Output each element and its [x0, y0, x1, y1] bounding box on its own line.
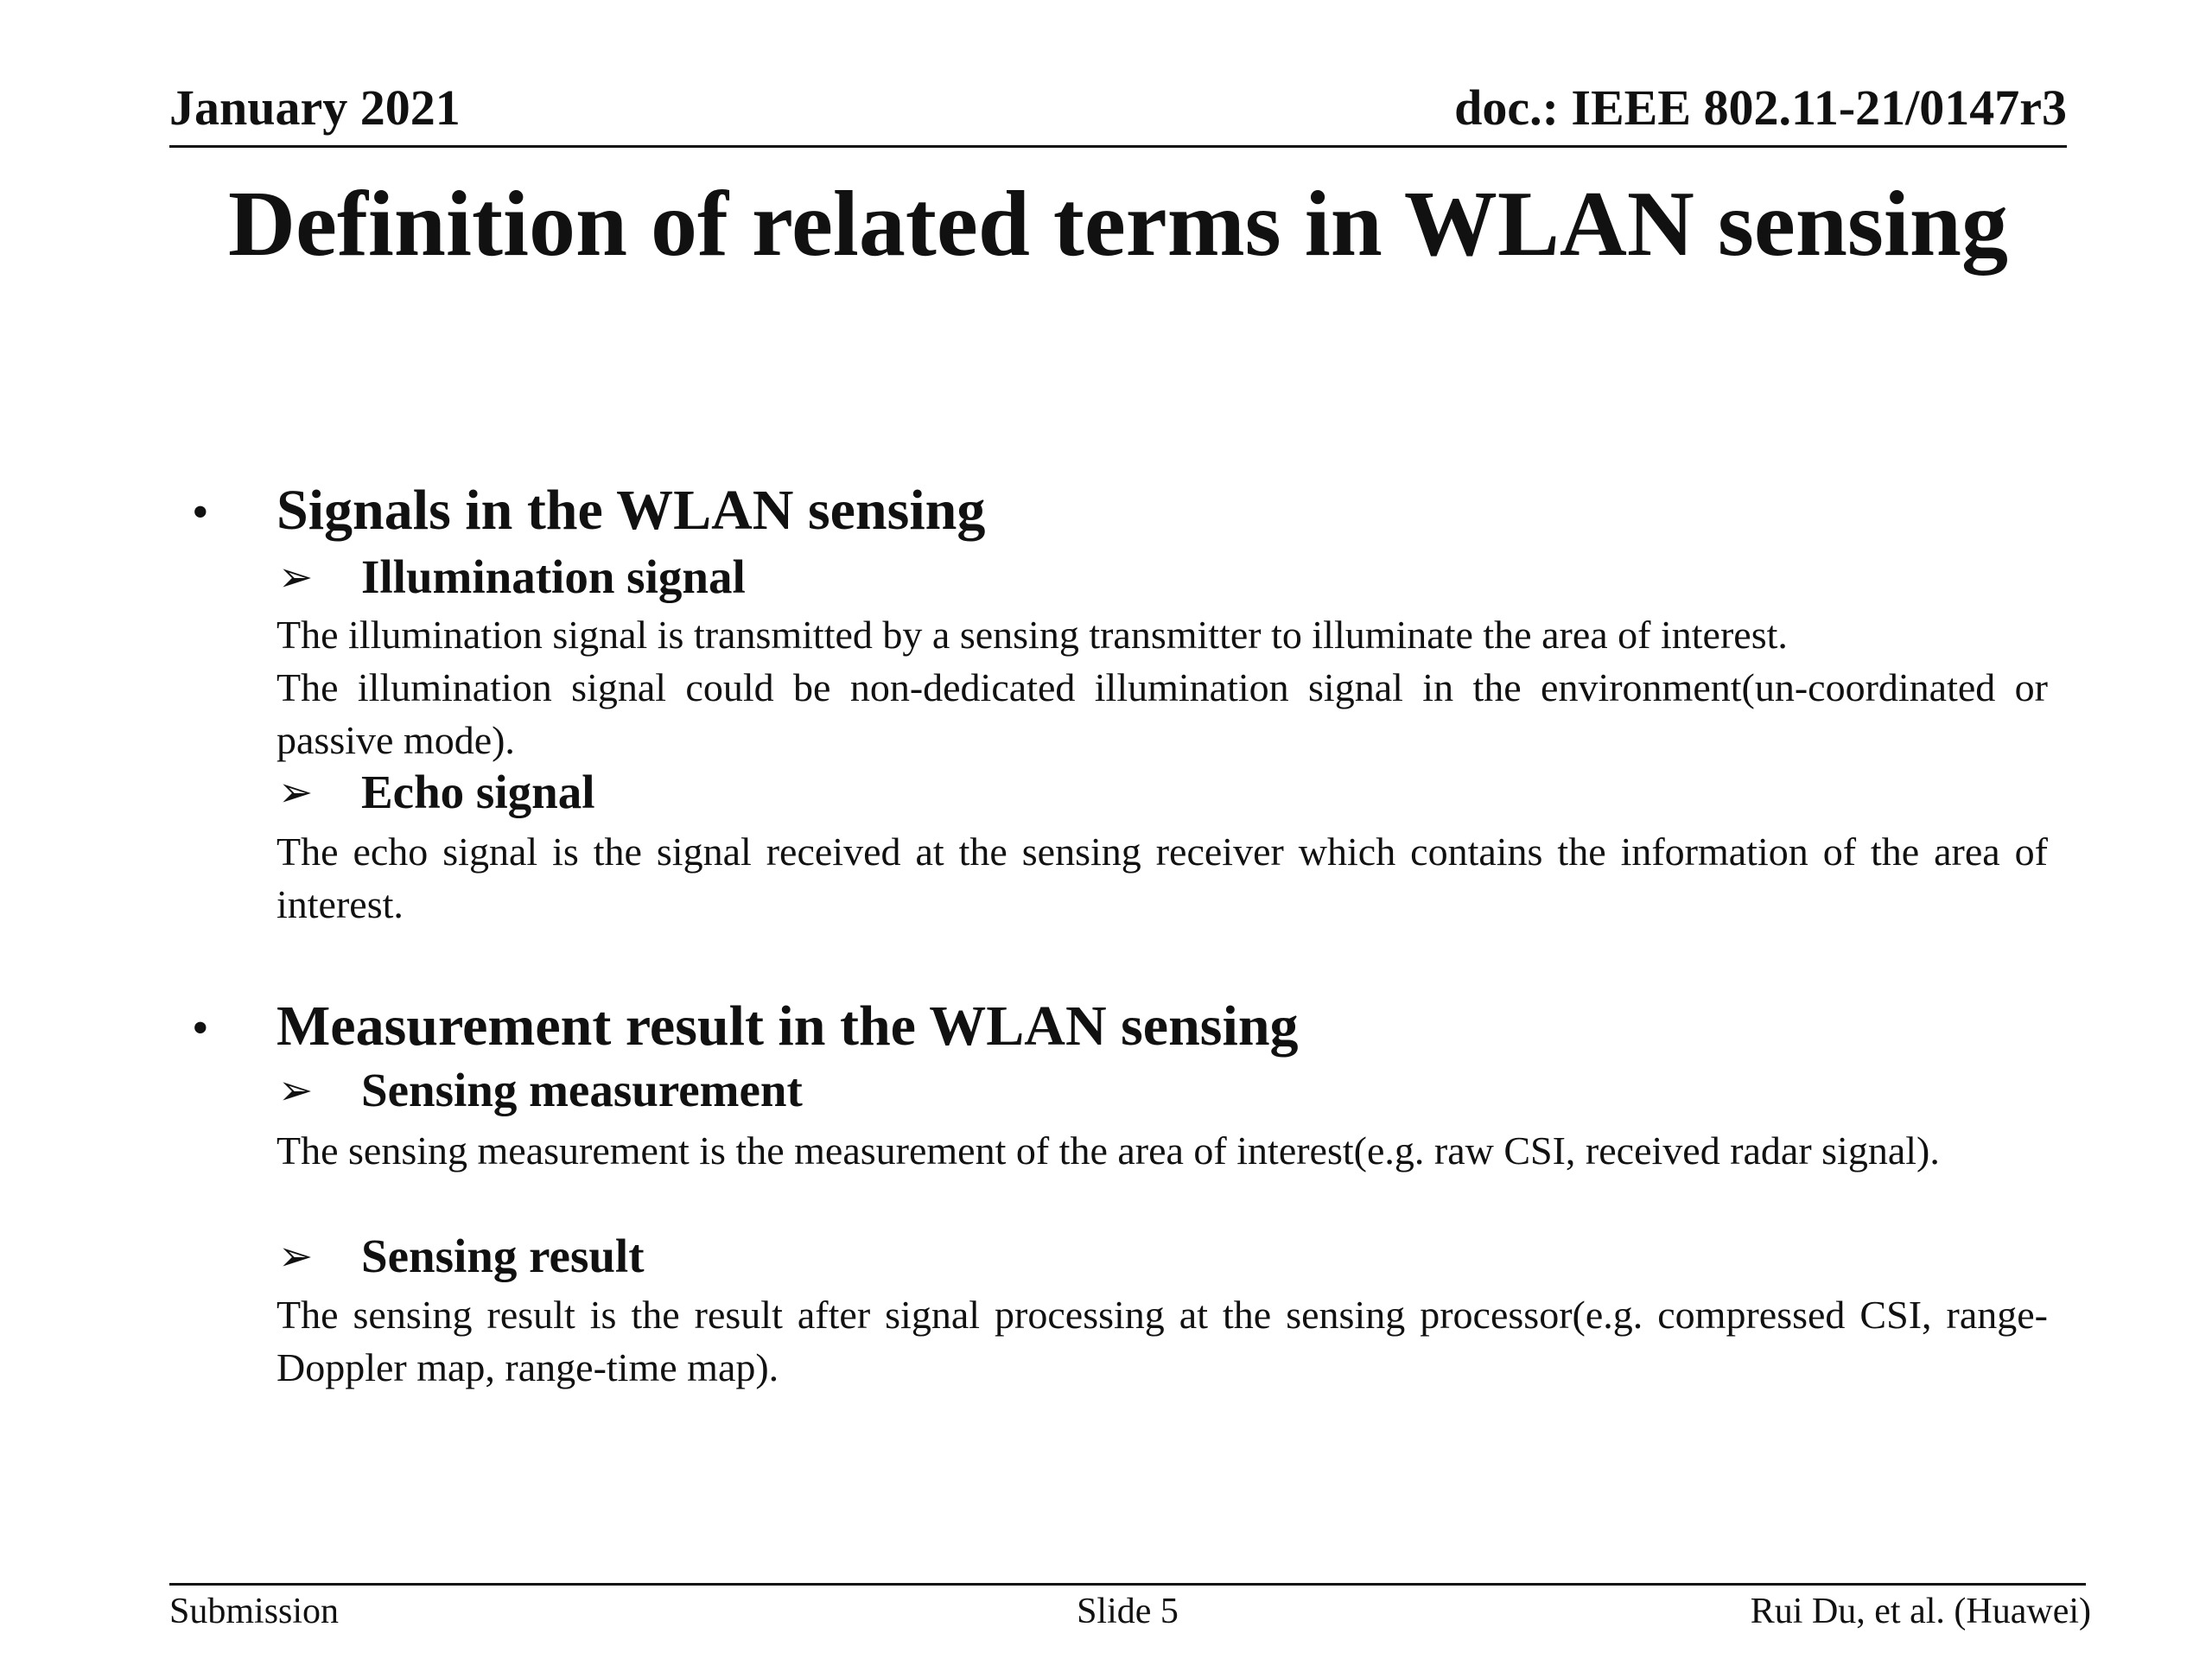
section-heading: Signals in the WLAN sensing: [276, 479, 986, 542]
arrow-bullet-icon: ➢: [278, 1066, 314, 1115]
arrow-bullet-icon: ➢: [278, 768, 314, 817]
subsection-heading: Sensing measurement: [361, 1064, 803, 1116]
paragraph: The illumination signal is transmitted by a sensing transmitter to illuminate the area of interest.: [276, 613, 1788, 657]
subsection-heading: Sensing result: [361, 1230, 645, 1282]
paragraph: The sensing result is the result after signal processing at the sensing processor(e.g. compressed CSI, range-Doppler map, range-time map).: [276, 1293, 2048, 1389]
subsection-heading: Echo signal: [361, 766, 595, 818]
footer-authors: Rui Du, et al. (Huawei): [1750, 1592, 2091, 1631]
section-bullet: •: [192, 1001, 209, 1055]
slide-title: Definition of related terms in WLAN sensing: [228, 173, 2008, 276]
footer-divider: [169, 1583, 2086, 1586]
header-date: January 2021: [169, 79, 461, 136]
paragraph: The echo signal is the signal received at the sensing receiver which contains the information of the area of interest.: [276, 830, 2048, 926]
header-doc-id: doc.: IEEE 802.11-21/0147r3: [1454, 79, 2067, 136]
arrow-bullet-icon: ➢: [278, 553, 314, 601]
paragraph: The sensing measurement is the measurement of the area of interest(e.g. raw CSI, received radar signal).: [276, 1128, 1940, 1173]
footer-slide-number: Slide 5: [1077, 1592, 1179, 1631]
section-heading: Measurement result in the WLAN sensing: [276, 995, 1299, 1058]
paragraph: The illumination signal could be non-dedicated illumination signal in the environment(un-coordinated or passive mode).: [276, 665, 2048, 762]
arrow-bullet-icon: ➢: [278, 1232, 314, 1281]
footer-submission: Submission: [169, 1592, 340, 1631]
section-bullet: •: [192, 486, 209, 539]
subsection-heading: Illumination signal: [361, 550, 746, 603]
